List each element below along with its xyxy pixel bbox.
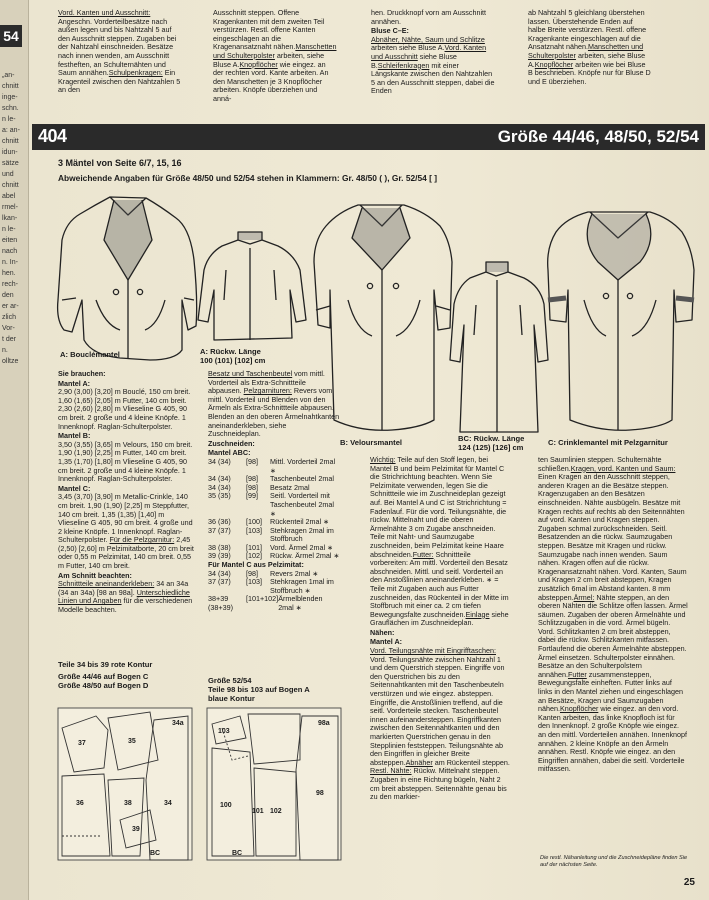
edge-word: t der [2, 336, 17, 343]
cutting-column [208, 370, 340, 613]
keyword: Kragen, vord. Kanten und Saum: [570, 463, 676, 473]
text: am Rückenteil steppen. [432, 757, 510, 767]
heading: Mantel ABC: [208, 448, 251, 458]
keyword: Manschetten und Schulterpolster [528, 42, 644, 60]
text: Schnittteile vorbereiten: Am mittl. Vorderteil den Besatz abschneiden. Mittl. und seitl. Vorderteil an den Anstoßlinien aneinanderkleben. ∗ = Teile mit Zugaben auch aus Futter zuschneiden, das Rückenteil in der Mitte im Stoffbruch mit einer ca. 2 cm tiefen Bewegungsfalte zuschneiden. [370, 549, 509, 619]
cut-list-cell: [98] [246, 474, 258, 484]
cut-list-c-heading: Für Mantel C aus Pelzimitat: [208, 560, 304, 570]
edge-word: abel [2, 193, 16, 200]
text: hen. Druckknopf vorn am Ausschnitt annähen. [371, 8, 487, 26]
piece-label: 98a [318, 720, 330, 727]
section-sizes: Größe 44/46, 48/50, 52/54 [497, 127, 699, 146]
pattern-layouts [58, 708, 341, 860]
keyword: Besatz und Taschenbeutel [208, 369, 293, 378]
cut-list-cell: [103] [246, 577, 262, 587]
piece-label: 39 [132, 826, 140, 833]
text: für die verschiedenen Modelle beachten. [58, 596, 193, 615]
edge-word: olltze [2, 358, 19, 365]
edge-word: chnitt [2, 182, 19, 189]
sewing-column-2 [538, 456, 688, 774]
cut-list-cell: Rückenteil 2mal ∗ [270, 517, 330, 527]
text: 34 an 34a (34 an 34a) [98 an 98a]. [58, 579, 189, 597]
text: arbeiten, siehe Bluse A. [528, 50, 646, 69]
keyword: Manschetten und Schulterpolster [213, 42, 337, 60]
piece-label: 100 [220, 802, 232, 809]
text: wie eingez. an der rechten vord. Kante arbeiten. An den Manschetten je 3 Knopflöcher arbeiten. Knöpfe überziehen und anná- [213, 59, 329, 103]
coat-bc-back-title: BC: Rückw. Länge [458, 434, 525, 443]
heading: Mantel A: [58, 378, 91, 388]
keyword: Knopflöcher [559, 704, 599, 714]
piece-label: BC [150, 850, 161, 857]
keyword: Restl. Nähte: [370, 766, 412, 776]
keyword: Einlage [465, 609, 490, 619]
cut-list-cell: [98] [246, 568, 258, 578]
coat-a-back-title: A: Rückw. Länge [200, 347, 261, 356]
edge-word: er ar- [2, 303, 19, 310]
text: Rückw. Mittelnaht steppen. Zugaben in eine Richtung bügeln, Naht 2 cm breit absteppen. Seitennähte genau bis zu den markier- [370, 766, 507, 802]
text: siehe Bluse B. [371, 51, 457, 70]
text: Einen Kragen an den Ausschnitt steppen, anderen Kragen an die Besätze steppen. Kragenzugaben an den Besätzen einschneiden. Nähte ausbügeln. Besätze mit Kragen rechts auf rechts ab den Seitennähten auf vord. Kanten und Kragen steppen. Zugaben schmal zurückschneiden. Seitl. Besatzenden an die rückw. Saumzugaben steppen. Besätze mit Kragen und rückw. Saumzugabe nach innen wenden. Saum nähen. Kragen offen auf die rückw. Kragenansatznaht nähen. Vord. Kanten, Saum und Kragen 2 cm breit absteppen, Kragen zusätzlich 6mal im Abstand kanten. 8 mm absteppen. [538, 472, 687, 602]
cut-list-cell: [103] [246, 525, 262, 535]
edge-word: schn. [2, 105, 19, 112]
piece-label: 37 [78, 740, 86, 747]
cut-list-cell: Taschenbeutel 2mal [270, 474, 334, 484]
keyword: Unterschiedliche Linien und Angaben [58, 587, 190, 606]
footnote: Die restl. Nähanleitung und die Zuschneidepläne finden Sie auf der nächsten Seite. [540, 855, 688, 868]
keyword: Schleifenkragen [377, 60, 430, 70]
cut-list-cell: 34 (34) [208, 474, 231, 484]
heading: Mantel C: [58, 483, 91, 493]
keyword: Abnäher [405, 757, 433, 767]
text: ab Nahtzahl 5 gleichlang überstehen lassen. Überstehende Enden auf halbe Breite verstürzen. Restl. offene Kragenkante eingeschlagen auf die Ansatznaht nähen. [528, 8, 647, 52]
text: Vord. Teilungsnähte zwischen Nahtzahl 1 und dem Querstrich steppen. Eingriffe von den Querstrichen bis zu den Seitennahtkanten mit den Taschenbeuteln verstürzen und wie eingez. absteppen. Eingriffe, die Anstoßlinien treffend, auf die seitl. Vorderteile stecken. Taschenbeutel innen aufeinandersteppen. Eingriffkanten zwischen den Seitennahtkanten und den markierten Querstrichen genau in den Stepplinien feststeppen. Teilungsnähte ab den Eingriffen in gleicher Breite absteppen. [370, 654, 505, 767]
cut-list-cell: [102] [246, 551, 262, 561]
coat-bc-back-drawing [450, 262, 548, 432]
edge-word: „an- [2, 72, 15, 79]
piece-label: 98 [316, 790, 324, 797]
coat-a-back-label [200, 347, 265, 365]
text: 2,45 (2,50) [2,60] m Pelzimitatborte, 20 cm breit oder 0,55 m Pelzimitat, 140 cm breit. 0,55 m Futter, 140 cm breit. [58, 535, 194, 571]
text: 3,45 (3,70) [3,90] m Metallic-Crinkle, 140 cm breit. 1,90 (1,90) [2,25] m Steppfutter, 140 cm breit. 1,35 (1,35) [1,40] m Vlieseline G 405, 90 cm breit. 4 große und 2 kleine Knöpfe. 1 Innenknopf. Raglan-Schulterpolster. [58, 492, 193, 545]
keyword: Abnäher, Nähte, Saum und Schlitze [371, 34, 485, 44]
coat-c-label: C: Crinklemantel mit Pelzgarnitur [548, 438, 668, 447]
cut-list-cell: Stehkragen 2mal im Stoffbruch [270, 525, 334, 544]
keyword: Pelzgarnituren: [243, 386, 292, 396]
materials-column [58, 370, 196, 615]
cut-list-cell: 38+39 (38+39) [208, 594, 233, 613]
sewing-column [370, 456, 510, 802]
cut-list-cell: [98] [246, 456, 258, 466]
text: Nähte steppen, an den oberen Nähten die Schlitze offen lassen. Ärmel säumen. Zugaben der oberen Ärmelnähte und Schlitzzugaben in die vord. Ärmel bügeln. Vord. Schlitzkanten 2 cm breit absteppen, dabei die rückw. Schlitzkanten mitfassen. Fortlaufend die oberen Ärmelnähte absteppen. Ärmel einsetzen. Schulterpolster einnähen. Besätze an den Schulterpolstern annähen. [538, 592, 688, 679]
piece-label: 102 [270, 808, 282, 815]
pattern-heading-left-2: Größe 44/46 auf Bogen C [58, 672, 149, 681]
edge-word: und [2, 171, 14, 178]
cut-list-cell: 37 (37) [208, 577, 231, 587]
cut-list-cell: Vord. Ärmel 2mal ∗ [270, 542, 334, 552]
cut-list-row [208, 578, 340, 595]
keyword: Vord. Kanten und Ausschnitt [371, 43, 487, 61]
text: Teile auf den Stoff legen, bei Mantel B und beim Pelzimitat für Mantel C die Strichrichtung beachten. Wenn Sie Pelzimitate verwenden, legen Sie die Schnittteile wie im Zuschneideplan gezeigt auf. Bei Mantel A und C ist Strichrichtung = Fadenlauf. Für die vord. Teilungsnähte, die rückw. Mittelnaht und die oberen Ärmelnähte 3 cm Zugabe anschneiden. Teile mit Naht- und Saumzugabe zuschneiden, beim Pelzimitat keine Haare abschneiden. [370, 455, 507, 559]
text: Angeschn. Vorderteilbesätze nach außen legen und bis Nahtzahl 5 auf den Ausschnitt steppen. Zugaben bei der Nahtzahl einschneiden. Besätze nach innen wenden, am Ausschnitt festheften, an Schulternähten und Saum annähen. [58, 16, 177, 78]
edge-word: eiten [2, 237, 18, 244]
keyword: Wichtig: [370, 455, 396, 464]
pattern-heading-right-2: Teile 98 bis 103 auf Bogen A [208, 685, 310, 694]
keyword: Für die Pelzgarnitur: [109, 535, 175, 545]
edge-word: nach [2, 248, 18, 255]
coat-c-front-drawing [548, 212, 694, 430]
cut-list-cell: Seitl. Vorderteil mit Taschenbeutel 2mal ∗ [270, 491, 334, 518]
edge-word: hen. [2, 270, 16, 277]
text: ten Saumlinien steppen. Schulternähte schließen. [538, 455, 662, 473]
pattern-heading-right-1: Größe 52/54 [208, 676, 252, 685]
keyword: Futter: [412, 549, 434, 559]
coat-a-label: A: Bouclémantel [60, 350, 120, 359]
cut-list-cell: 34 (34) [208, 568, 231, 578]
piece-label: 34a [172, 720, 184, 727]
text: zusammensteppen, Bewegungsfalte einheften. Futter links auf links in den Mantel ziehen und eingeschlagen an Besätze, Kragen und Saumzugaben nähen. [538, 669, 684, 714]
pattern-heading-right [208, 676, 348, 703]
coat-a-front-drawing [58, 197, 197, 360]
edge-word: zlich [2, 314, 17, 321]
keyword: Schulpenkragen: [108, 68, 163, 78]
edge-word: n le- [2, 226, 16, 233]
text: arbeiten, siehe Bluse A. [213, 50, 325, 69]
heading: Mantel A: [370, 637, 403, 647]
edge-word: n. In- [2, 259, 18, 266]
keyword: Vord. Teilungsnähte mit Eingrifftaschen: [370, 646, 496, 656]
edge-word: chnitt [2, 138, 19, 145]
cut-list-cell: [101] [246, 542, 262, 552]
cut-list-cell: 38 (38) [208, 542, 231, 552]
coat-b-label: B: Veloursmantel [340, 438, 403, 447]
text: vom mittl. Vorderteil als Extra-Schnittteile abpausen. [208, 369, 325, 396]
text: Ein Kragenteil zwischen den Nahtzahlen 5 an den [58, 68, 181, 95]
pattern-heading-left-1: Teile 34 bis 39 rote Kontur [58, 660, 153, 669]
cut-list-cell: 34 (34) [208, 482, 231, 492]
text: Revers vom mittl. Vorderteil und Blenden von den Ärmeln als Extra-Schnittteile abpausen. Blenden an den oberen Ärmelnahtkanten aneinanderkleben, siehe Zuschneideplan. [208, 386, 340, 439]
piece-label: BC [232, 850, 243, 857]
cut-list-row [208, 492, 340, 518]
heading: Bluse C–E: [371, 26, 409, 36]
cut-list-cell: Revers 2mal ∗ [270, 568, 319, 578]
edge-word: n le- [2, 116, 16, 123]
cut-list-cell: [98] [246, 482, 258, 492]
coat-bc-back-length: 124 (125) [126] cm [458, 443, 524, 452]
keyword: Ärmel: [573, 592, 595, 602]
edge-word: a: an- [2, 127, 20, 134]
pattern-heading-left-3: Größe 48/50 auf Bogen D [58, 681, 149, 690]
pattern-heading-left [58, 660, 198, 690]
heading: Sie brauchen: [58, 369, 106, 378]
cut-list-cell: 35 (35) [208, 491, 231, 501]
edge-word: n. [2, 347, 8, 354]
piece-label: 34 [164, 800, 172, 807]
section-number: 404 [38, 126, 67, 146]
piece-label: 103 [218, 728, 230, 735]
piece-label: 35 [128, 738, 136, 745]
cut-list-row [208, 595, 340, 612]
piece-label: 101 [252, 808, 264, 815]
cut-list-cell: 34 (34) [208, 456, 231, 466]
coat-a-back-drawing [198, 232, 306, 340]
section-subtitle: 3 Mäntel von Seite 6/7, 15, 16 [58, 158, 182, 168]
edge-word: sätze [2, 160, 19, 167]
cut-list-cell: Besatz 2mal [270, 482, 310, 492]
edge-word: rmel- [2, 204, 18, 211]
cut-list-row [208, 527, 340, 544]
edge-word: lkan- [2, 215, 18, 222]
cut-list-cell: [100] [246, 517, 262, 527]
piece-label: 36 [76, 800, 84, 807]
cut-list-cell: [101+102] [246, 594, 279, 604]
keyword: Futter [567, 669, 587, 679]
keyword: Knopflöcher [239, 59, 278, 69]
text: 3,50 (3,55) [3,65] m Velours, 150 cm breit. 1,90 (1,90) [2,25] m Futter, 140 cm breit. 1,35 (1,70) [1,80] m Vlieseline G 405, 90 cm breit. 2 große und 4 kleine Knöpfe. 1 Innenknopf. Raglan-Schulterpolster. [58, 439, 193, 484]
size-note: Abweichende Angaben für Größe 48/50 und 52/54 stehen in Klammern: Gr. 48/50 ( ), Gr. 52/54 [ ] [58, 173, 438, 183]
piece-label: 38 [124, 800, 132, 807]
edge-word: idun- [2, 149, 18, 156]
heading: Am Schnitt beachten: [58, 570, 132, 580]
edge-tag: 54 [0, 25, 22, 47]
edge-word: chnitt [2, 83, 19, 90]
keyword: Schnittteile aneinanderkleben: [58, 579, 155, 589]
cut-list-cell: 39 (39) [208, 551, 231, 561]
text: 2,90 (3,00) [3,20] m Bouclé, 150 cm breit. 1,60 (1,65) [2,05] m Futter, 140 cm breit. 2,30 (2,60) [2,80] m Vlieseline G 405, 90 cm breit. 2 große und 4 kleine Knöpfe. 1 Innenknopf. Raglan-Schulterpolster. [58, 387, 191, 431]
pattern-heading-right-3: blaue Kontur [208, 694, 255, 703]
heading: Nähen: [370, 627, 395, 637]
cut-list-cell: 37 (37) [208, 525, 231, 535]
text: arbeiten siehe Bluse A. [371, 43, 445, 53]
text: wie eingez. an den vord. Kanten arbeiten, das linke Knopfloch ist für den Innenknopf. 2 große Knöpfe wie eingez. an den mittl. Vorderteilen annähen. Innenknopf annähen. 2 kleine Knöpfe an den Ärmeln annähen. Restl. Knöpfe wie eingez. an den Eingriffen annähen, dabei die seitl. Vorderteile mitfassen. [538, 704, 688, 774]
keyword: Knopflöcher [534, 59, 574, 69]
text: siehe Grauflächen im Zuschneideplan. [370, 609, 509, 628]
cut-list-cell: 36 (36) [208, 517, 231, 527]
keyword: Vord. Kanten und Ausschnitt: [58, 8, 151, 17]
cut-list-cell: Mittl. Vorderteil 2mal ∗ [270, 456, 336, 475]
edge-word: rech- [2, 281, 18, 288]
page-number: 25 [683, 877, 695, 888]
cut-list-cell: Ärmelblenden 2mal ∗ [278, 594, 323, 613]
text: Ausschnitt steppen. Offene Kragenkanten mit dem zweiten Teil verstürzen. Restl. offene Kanten eingeschlagen an die Kragenansatznaht nähen. [213, 8, 325, 52]
coat-bc-back-label [458, 434, 524, 452]
coat-a-back-length: 100 (101) [102] cm [200, 356, 266, 365]
heading: Mantel B: [58, 431, 91, 441]
edge-word: den [2, 292, 14, 299]
cut-list-cell: Rückw. Ärmel 2mal ∗ [270, 551, 340, 561]
text: mit einer Längskante zwischen den Nahtzahlen 5 an den Ausschnitt steppen, dabei die Enden [371, 60, 495, 96]
cut-list-cell: Stehkragen 1mal im Stoffbruch ∗ [270, 577, 334, 595]
heading: Zuschneiden: [208, 438, 255, 448]
text: arbeiten wie bei Bluse B beschrieben. Knöpfe nur für Bluse D und E überziehen. [528, 59, 651, 86]
edge-word: Vor- [2, 325, 15, 332]
edge-word: inge- [2, 94, 18, 101]
cut-list-row [208, 458, 340, 475]
cut-list-cell: [99] [246, 491, 258, 501]
